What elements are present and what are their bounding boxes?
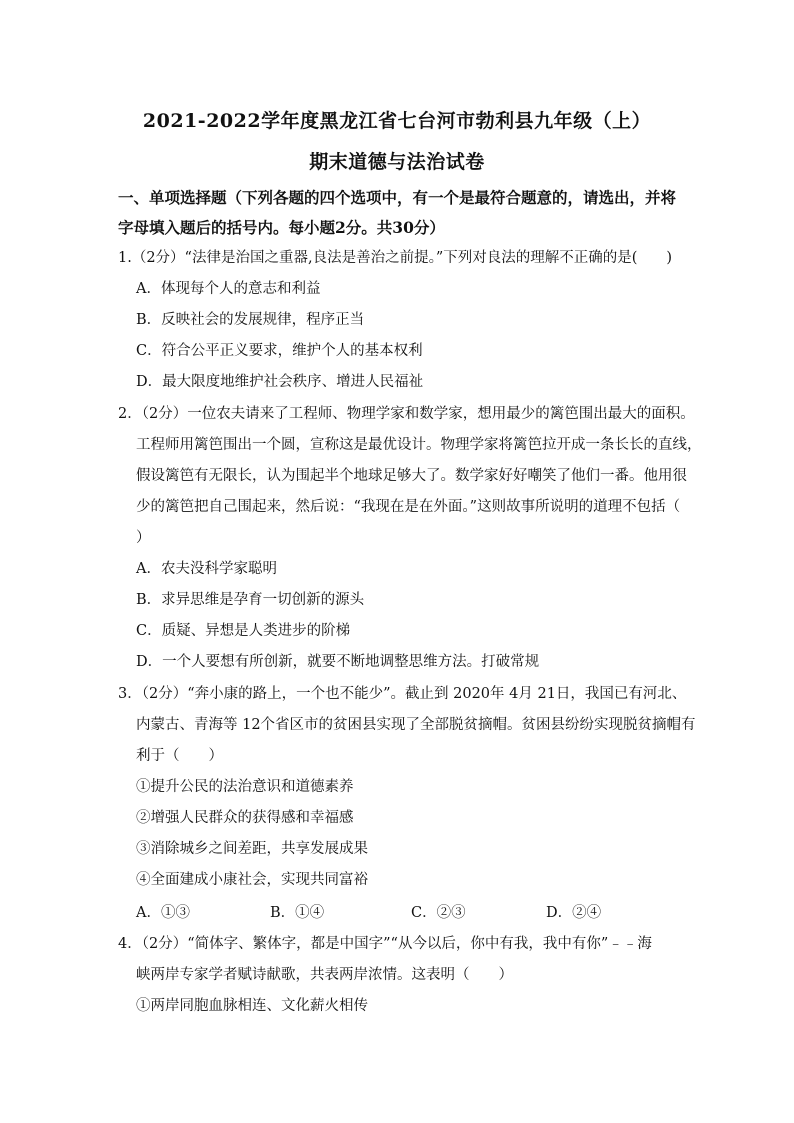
exam-subtitle: 期末道德与法治试卷 — [309, 151, 485, 173]
question-2-option-c: C．质疑、异想是人类进步的阶梯 — [136, 623, 351, 639]
question-3-option-b: B．①④ — [270, 905, 325, 921]
question-2-line-4: 少的篱笆把自己围起来，然后说：“我现在是在外面。”这则故事所说明的道理不包括（ — [136, 499, 681, 515]
question-1-option-d: D．最大限度地维护社会秩序、增进人民福祉 — [136, 374, 424, 390]
question-2-line-3: 假设篱笆有无限长，认为围起半个地球足够大了。数学家好好嘲笑了他们一番。他用很 — [136, 468, 687, 484]
question-2-line-2: 工程师用篱笆围出一个圆，宣称这是最优设计。物理学家将篱笆拉开成一条长长的直线， — [136, 437, 702, 453]
question-1-option-a: A．体现每个人的意志和利益 — [136, 281, 321, 297]
question-3-line-2: 内蒙古、青海等 12个省区市的贫困县实现了全部脱贫摘帽。贫困县纷纷实现脱贫摘帽有 — [136, 717, 696, 733]
question-1-option-c: C．符合公平正义要求，维护个人的基本权利 — [136, 343, 423, 359]
section-heading: 一、单项选择题（下列各题的四个选项中，有一个是最符合题意的，请选出，并将字母填入题后的括号内。每小题2分。共30分） — [118, 188, 677, 237]
question-2-option-a: A．农夫没科学家聪明 — [136, 561, 277, 577]
question-4-line-1: 4．（2分）“简体字、繁体字，都是中国字”“从今以后，你中有我，我中有你”﹣﹣海 — [118, 936, 652, 952]
question-3-options — [136, 901, 656, 923]
question-1-option-b: B．反映社会的发展规律，程序正当 — [136, 312, 365, 328]
question-3-line-1: 3．（2分）“奔小康的路上，一个也不能少”。截止到 2020年 4月 21日，我国已有河北、 — [118, 686, 687, 702]
question-3-option-c: C．②③ — [411, 905, 466, 921]
question-3-item-1: ①提升公民的法治意识和道德素养 — [136, 779, 354, 795]
question-3-line-3: 利于（ ） — [136, 748, 223, 764]
question-3-option-d: D．②④ — [546, 905, 602, 921]
question-3-item-2: ②增强人民群众的获得感和幸福感 — [136, 810, 354, 826]
exam-title: 2021-2022学年度黑龙江省七台河市勃利县九年级（上） — [142, 110, 652, 132]
question-1-stem: 1.（2分）“法律是治国之重器,良法是善治之前提。”下列对良法的理解不正确的是( ) — [118, 250, 673, 266]
question-3-item-3: ③消除城乡之间差距，共享发展成果 — [136, 841, 368, 857]
question-2-line-5: ） — [136, 530, 151, 546]
question-4-line-2: 峡两岸专家学者赋诗献歌，共表两岸浓情。这表明（ ） — [136, 967, 513, 983]
question-3-option-a: A．①③ — [136, 905, 190, 921]
question-2-option-b: B．求异思维是孕育一切创新的源头 — [136, 592, 365, 608]
question-3-item-4: ④全面建成小康社会，实现共同富裕 — [136, 872, 368, 888]
question-4-item-1: ①两岸同胞血脉相连、文化薪火相传 — [136, 998, 368, 1014]
question-2-line-1: 2．（2分）一位农夫请来了工程师、物理学家和数学家，想用最少的篱笆围出最大的面积。 — [118, 406, 695, 422]
question-2-option-d: D．一个人要想有所创新，就要不断地调整思维方法。打破常规 — [136, 654, 540, 670]
